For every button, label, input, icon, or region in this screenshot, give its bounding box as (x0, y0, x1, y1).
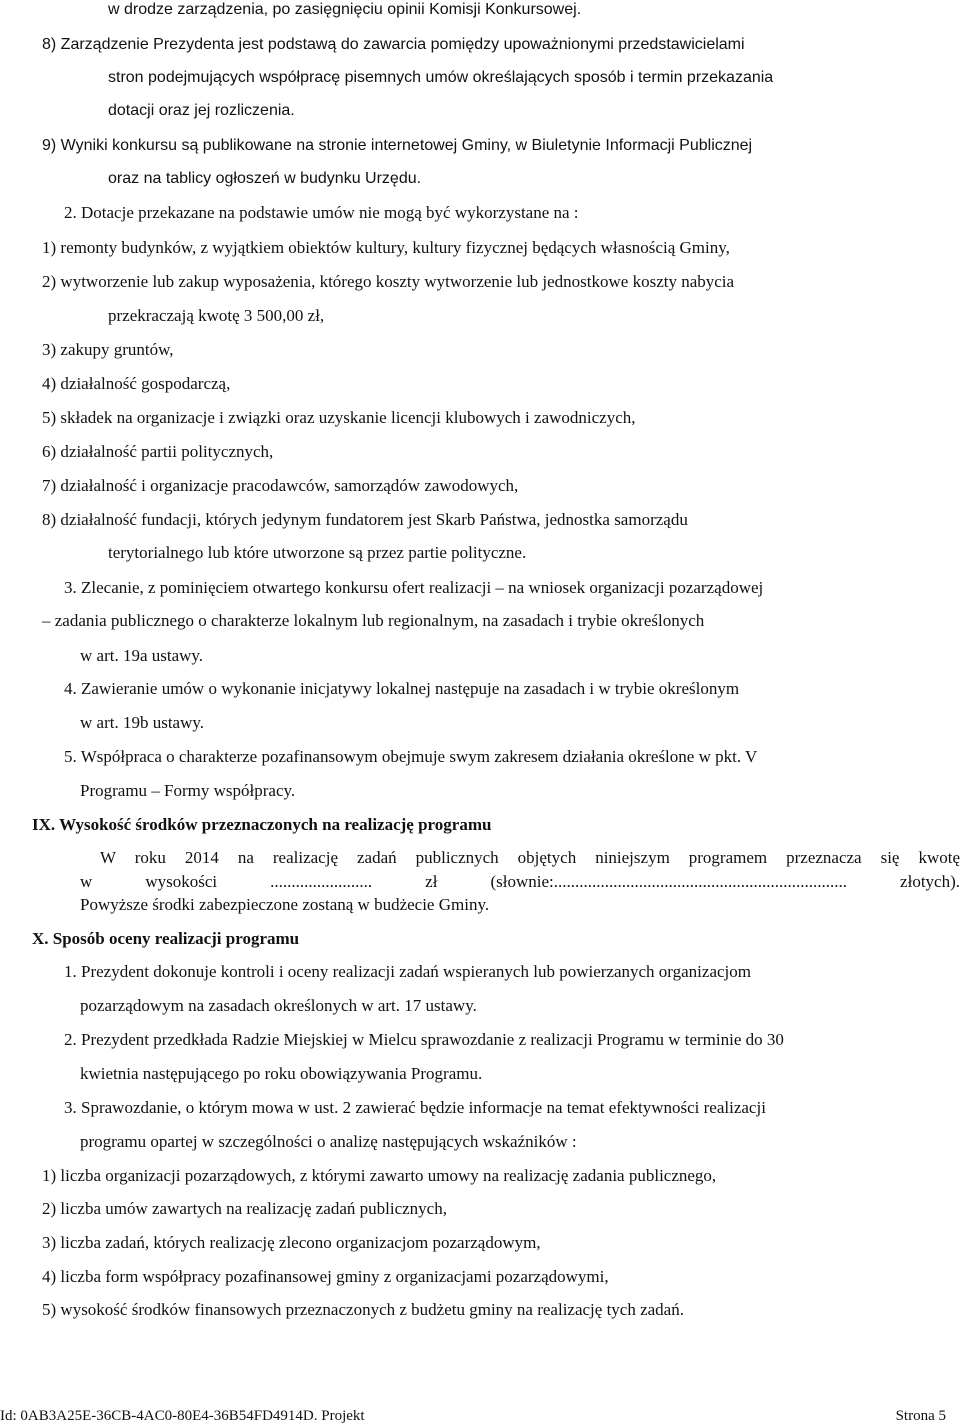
point-line: – zadania publicznego o charakterze lokalnym lub regionalnym, na zasadach i trybie określonych (42, 611, 705, 630)
footer-document-id: Id: 0AB3A25E-36CB-4AC0-80E4-36B54FD4914D. Projekt (0, 1408, 365, 1424)
list-item: 4) działalność gospodarczą, (42, 374, 231, 393)
list-item: 1) remonty budynków, z wyjątkiem obiektów kultury, kultury fizycznej będących własnością Gminy, (42, 238, 730, 257)
point-line: 5. Współpraca o charakterze pozafinansowym obejmuje swym zakresem działania określone w pkt. V (64, 747, 758, 766)
list-item: przekraczają kwotę 3 500,00 zł, (108, 306, 325, 325)
list-item: 5) składek na organizacje i związki oraz uzyskanie licencji klubowych i zawodniczych, (42, 408, 636, 427)
list-item: 3) zakupy gruntów, (42, 340, 174, 359)
section-10-line: 2. Prezydent przedkłada Radzie Miejskiej w Mielcu sprawozdanie z realizacji Programu w terminie do 30 (64, 1030, 784, 1049)
point-line: w art. 19b ustawy. (80, 713, 205, 732)
section-10-line: 2) liczba umów zawartych na realizację zadań publicznych, (42, 1199, 447, 1218)
list-item: 8) działalność fundacji, których jedynym fundatorem jest Skarb Państwa, jednostka samorządu (42, 510, 688, 529)
section-10-line: programu opartej w szczególności o analizę następujących wskaźników : (80, 1132, 577, 1151)
section-10-line: 5) wysokość środków finansowych przeznaczonych z budżetu gminy na realizację tych zadań. (42, 1300, 684, 1319)
text-line: 9) Wyniki konkursu są publikowane na stronie internetowej Gminy, w Biuletynie Informacji Publicznej (42, 137, 753, 154)
section-2-intro: 2. Dotacje przekazane na podstawie umów nie mogą być wykorzystane na : (64, 203, 579, 222)
section-heading: X. Sposób oceny realizacji programu (32, 929, 300, 948)
text-line: w drodze zarządzenia, po zasięgnięciu opinii Komisji Konkursowej. (108, 1, 582, 18)
text-line: 8) Zarządzenie Prezydenta jest podstawą do zawarcia pomiędzy upoważnionymi przedstawicielami (42, 36, 745, 53)
text-line: dotacji oraz jej rozliczenia. (108, 102, 295, 119)
section-10-line: 3) liczba zadań, których realizację zlecono organizacjom pozarządowym, (42, 1233, 541, 1252)
point-line: Programu – Formy współpracy. (80, 781, 296, 800)
point-line: w art. 19a ustawy. (80, 646, 204, 665)
list-item: terytorialnego lub które utworzone są przez partie polityczne. (108, 543, 527, 562)
section-10-line: 3. Sprawozdanie, o którym mowa w ust. 2 zawierać będzie informacje na temat efektywności realizacji (64, 1098, 766, 1117)
section-10-line: 1) liczba organizacji pozarządowych, z którymi zawarto umowy na realizację zadania publicznego, (42, 1166, 717, 1185)
section-9-line: Powyższe środki zabezpieczone zostaną w budżecie Gminy. (80, 895, 490, 914)
point-line: 3. Zlecanie, z pominięciem otwartego konkursu ofert realizacji – na wniosek organizacji pozarządowej (64, 578, 764, 597)
footer-page-number: Strona 5 (895, 1408, 946, 1424)
section-heading: IX. Wysokość środków przeznaczonych na realizację programu (32, 815, 492, 834)
section-10-line: 1. Prezydent dokonuje kontroli i oceny realizacji zadań wspieranych lub powierzanych organizacjom (64, 962, 751, 981)
list-item: 6) działalność partii politycznych, (42, 442, 274, 461)
list-item: 2) wytworzenie lub zakup wyposażenia, którego koszty wytworzenie lub jednostkowe koszty nabycia (42, 272, 735, 291)
text-line: oraz na tablicy ogłoszeń w budynku Urzędu. (108, 170, 422, 187)
section-10-line: 4) liczba form współpracy pozafinansowej gminy z organizacjami pozarządowymi, (42, 1267, 609, 1286)
text-line: stron podejmujących współpracę pisemnych umów określających sposób i termin przekazania (108, 69, 774, 86)
section-9-line: W roku 2014 na realizację zadań publicznych objętych niniejszym programem przeznacza się kwotę (100, 848, 960, 867)
section-10-line: pozarządowym na zasadach określonych w art. 17 ustawy. (80, 996, 477, 1015)
section-10-line: kwietnia następującego po roku obowiązywania Programu. (80, 1064, 483, 1083)
point-line: 4. Zawieranie umów o wykonanie inicjatywy lokalnej następuje na zasadach i w trybie określonym (64, 679, 740, 698)
list-item: 7) działalność i organizacje pracodawców, samorządów zawodowych, (42, 476, 519, 495)
section-9-line: w wysokości ........................ zł (słownie:..................................................................... złotych). (80, 872, 960, 891)
